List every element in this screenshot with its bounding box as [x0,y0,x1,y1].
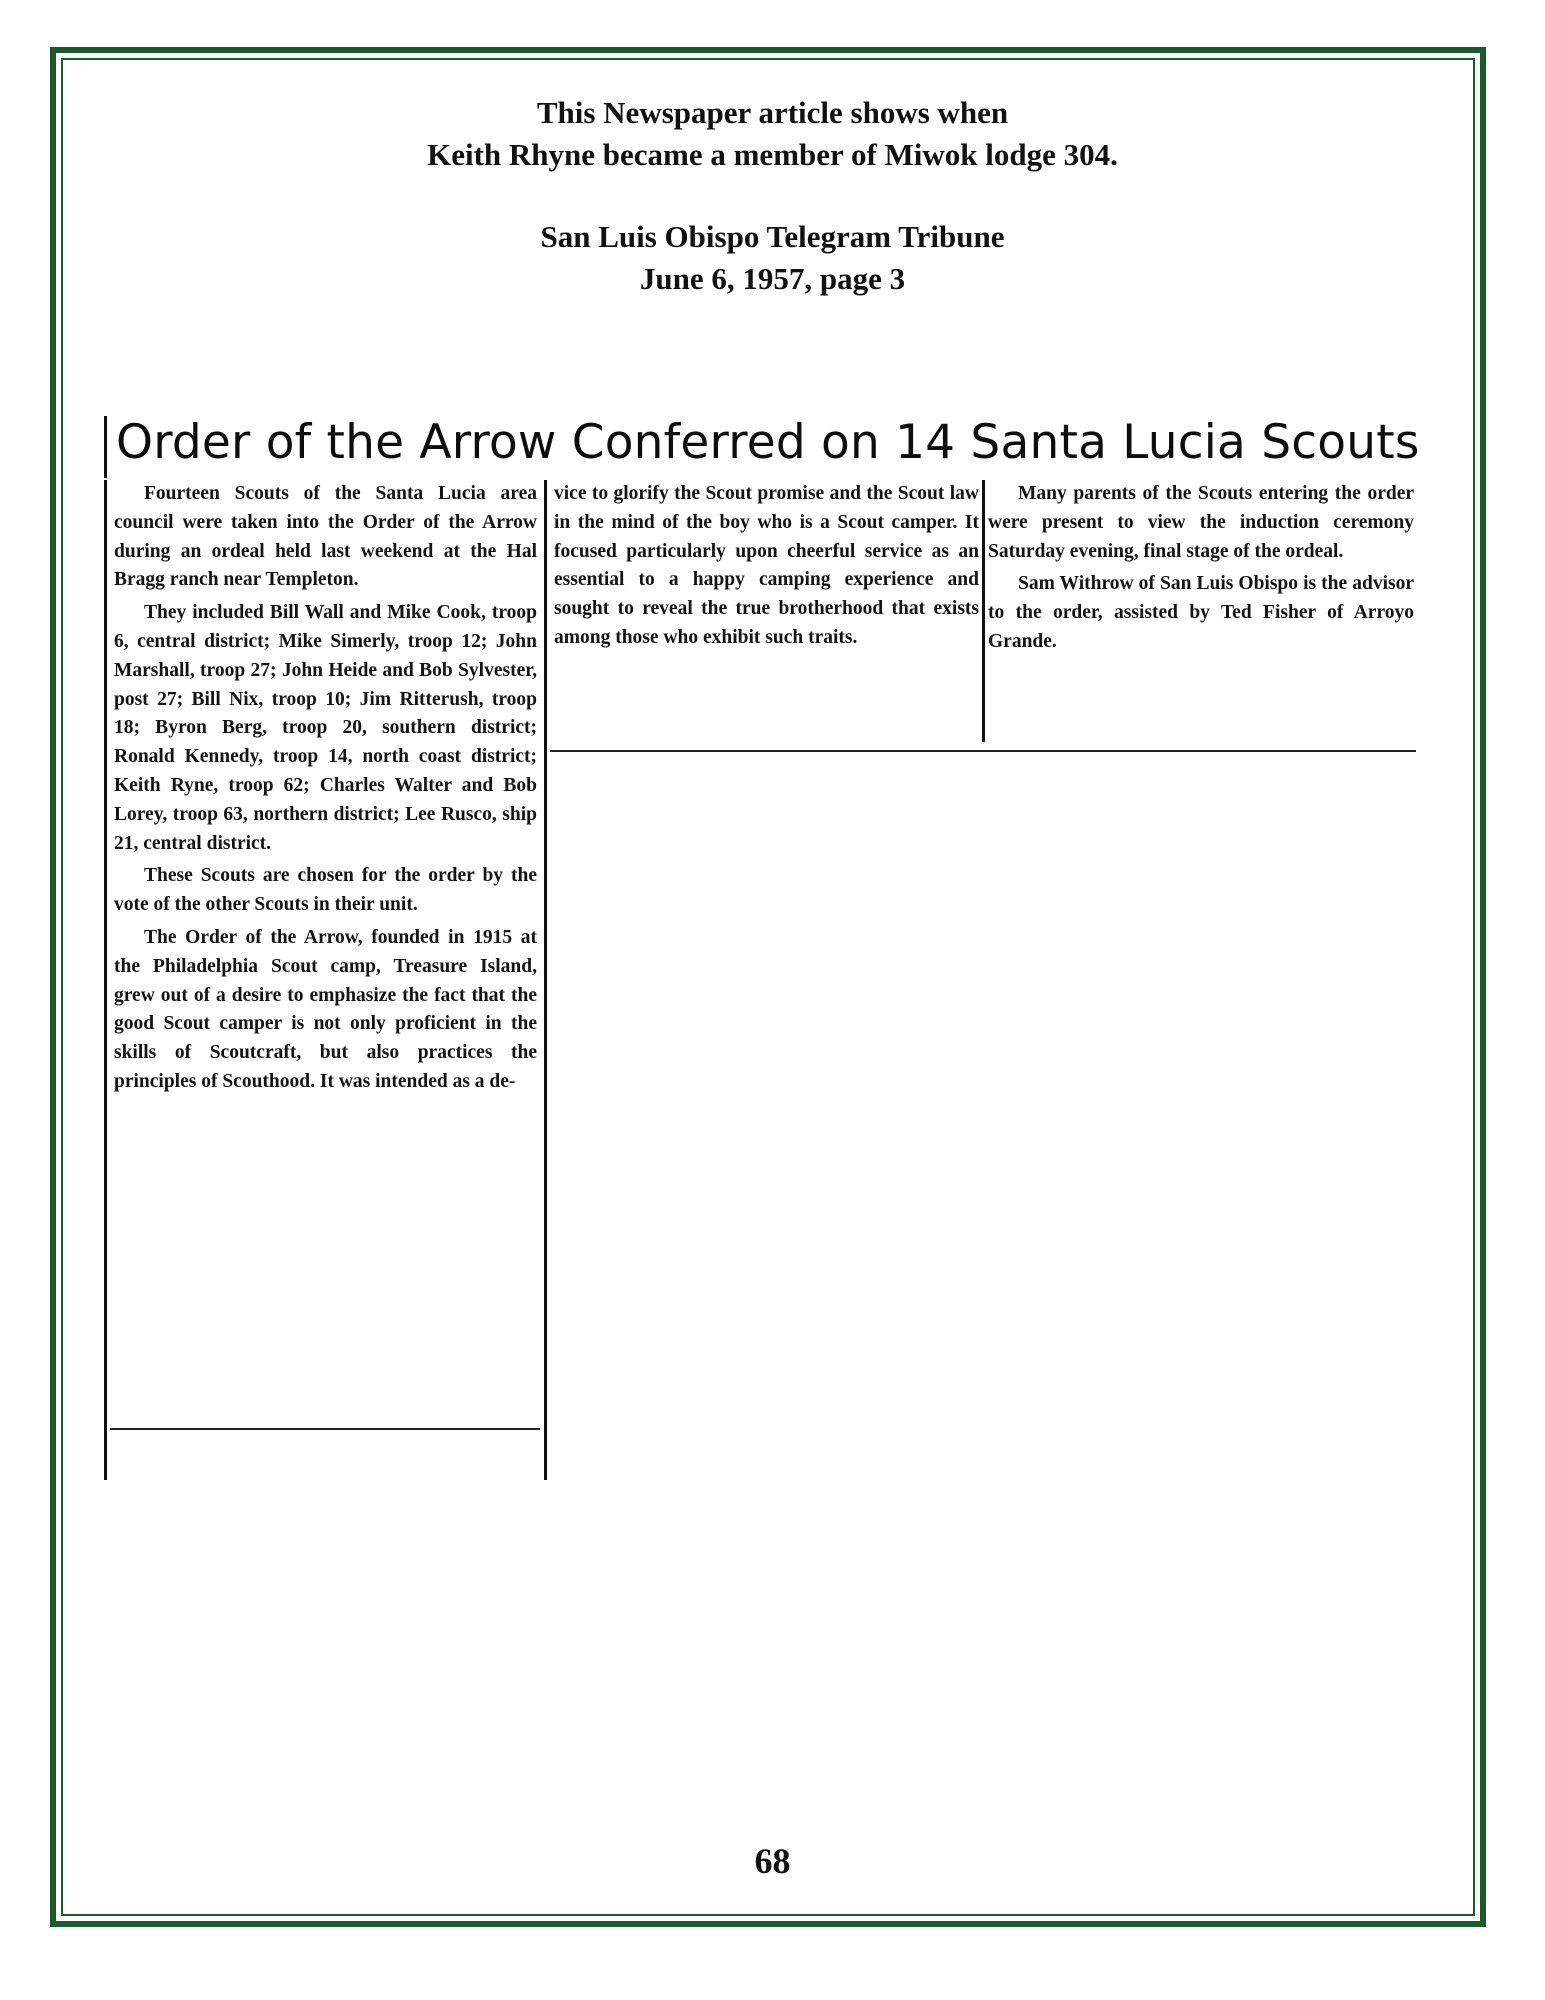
source-date: June 6, 1957, page 3 [639,261,906,296]
headline-rule [104,416,107,478]
article-paragraph: vice to glorify the Scout promise and the Scout law in the mind of the boy who is a Scout camper. It focused particularly upon cheerful service as an essential to a happy camping experience and sought to reveal the true brotherhood that exists among those who exhibit such traits. [554,483,979,648]
article-paragraph: Fourteen Scouts of the Santa Lucia area council were taken into the Order of the Arrow during an ordeal held last weekend at the Hal Bragg ranch near Templeton. [114,483,537,591]
intro-line-1: This Newspaper article shows when [536,95,1009,130]
column-end-rule [110,1428,540,1430]
source-publication: San Luis Obispo Telegram Tribune [540,219,1005,254]
article-paragraph: Sam Withrow of San Luis Obispo is the advisor to the order, assisted by Ted Fisher of Arroyo Grande. [988,573,1414,652]
article-paragraph: These Scouts are chosen for the order by the vote of the other Scouts in their unit. [114,865,537,916]
article-paragraph: They included Bill Wall and Mike Cook, troop 6, central district; Mike Simerly, troop 12; John Marshall, troop 27; John Heide and Bob Sylvester, post 27; Bill Nix, troop 10; Jim Ritterush, troop 18; Byron Berg, troop 20, southern district; Ronald Kennedy, troop 14, north coast district; Keith Ryne, troop 62; Charles Walter and Bob Lorey, troop 63, northern district; Lee Rusco, ship 21, central district. [114,602,537,854]
column-end-rule [550,750,1416,752]
column-rule-left [104,480,107,1480]
article-column-1 [114,480,537,1097]
article-column-3 [988,480,1414,657]
article-headline: Order of the Arrow Conferred on 14 Santa Lucia Scouts [116,415,1420,470]
newspaper-clipping [104,412,1424,1440]
intro-line-2: Keith Rhyne became a member of Miwok lodge 304. [427,137,1118,172]
source-citation [0,216,1545,300]
column-rule-right [982,480,985,742]
page-number: 68 [754,1841,791,1881]
article-paragraph: The Order of the Arrow, founded in 1915 at the Philadelphia Scout camp, Treasure Island, grew out of a desire to emphasize the fact that the good Scout camper is not only proficient in the skills of Scoutcraft, but also practices the principles of Scouthood. It was intended as a de- [114,926,537,1092]
article-column-2 [554,480,979,653]
column-rule-middle [544,480,547,1480]
intro-caption [0,92,1545,176]
article-paragraph: Many parents of the Scouts entering the order were present to view the induction ceremony Saturday evening, final stage of the ordeal. [988,483,1414,562]
